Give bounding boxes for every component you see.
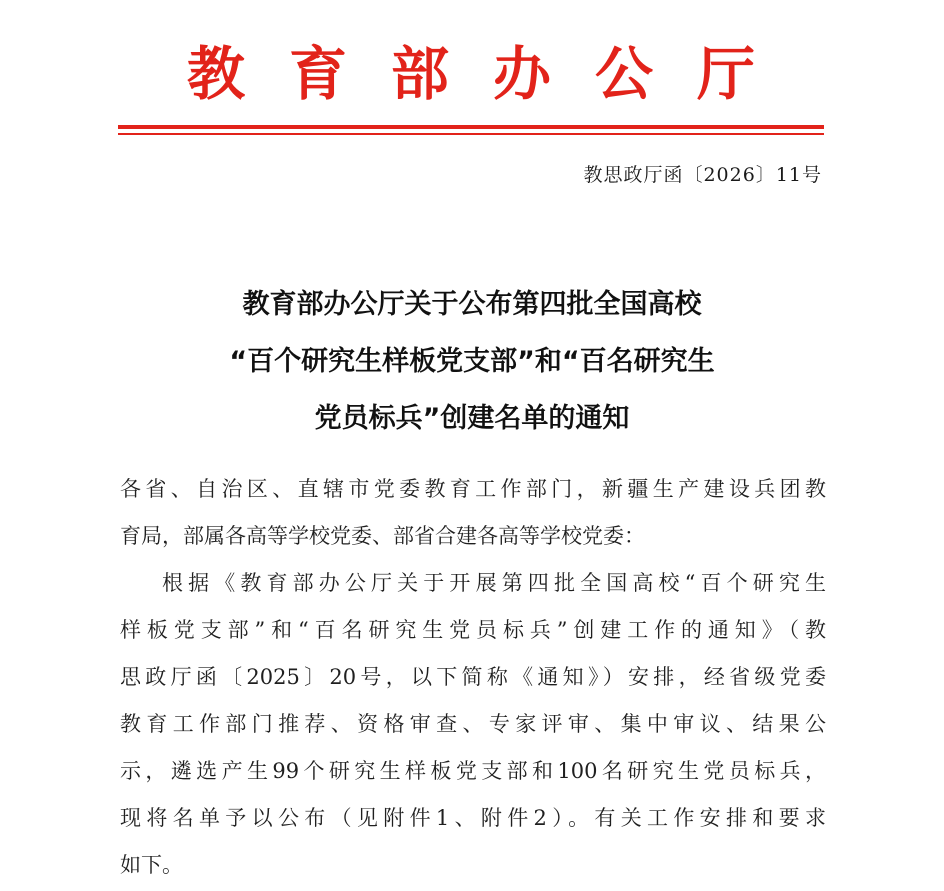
body-line-6: 教育工作部门推荐、资格审查、专家评审、集中审议、结果公 — [120, 712, 826, 736]
masthead-thin-rule — [118, 133, 824, 135]
body-line-4: 样板党支部”和“百名研究生党员标兵”创建工作的通知》（教 — [120, 618, 826, 642]
document-number: 教思政厅函〔2026〕11号 — [583, 164, 822, 186]
body-line-1: 各省、自治区、直辖市党委教育工作部门，新疆生产建设兵团教 — [120, 477, 826, 501]
title-line-3: 党员标兵”创建名单的通知 — [314, 403, 630, 434]
document-title — [120, 276, 824, 447]
masthead-thick-rule — [118, 125, 824, 129]
issuer-masthead: 教育部办公厅 — [186, 40, 799, 108]
body-line-9: 如下。 — [120, 853, 183, 877]
body-line-3: 根据《教育部办公厅关于开展第四批全国高校“百个研究生 — [162, 571, 826, 595]
body-line-7: 示，遴选产生99个研究生样板党支部和100名研究生党员标兵， — [120, 759, 826, 783]
title-line-2: “百个研究生样板党支部”和“百名研究生 — [229, 346, 715, 377]
body-line-2: 育局，部属各高等学校党委、部省合建各高等学校党委： — [120, 524, 645, 548]
title-line-1: 教育部办公厅关于公布第四批全国高校 — [242, 289, 702, 320]
body-line-8: 现将名单予以公布（见附件1、附件2）。有关工作安排和要求 — [120, 806, 826, 830]
body-line-5: 思政厅函〔2025〕20号，以下简称《通知》）安排，经省级党委 — [120, 665, 826, 689]
document-body — [120, 466, 826, 889]
